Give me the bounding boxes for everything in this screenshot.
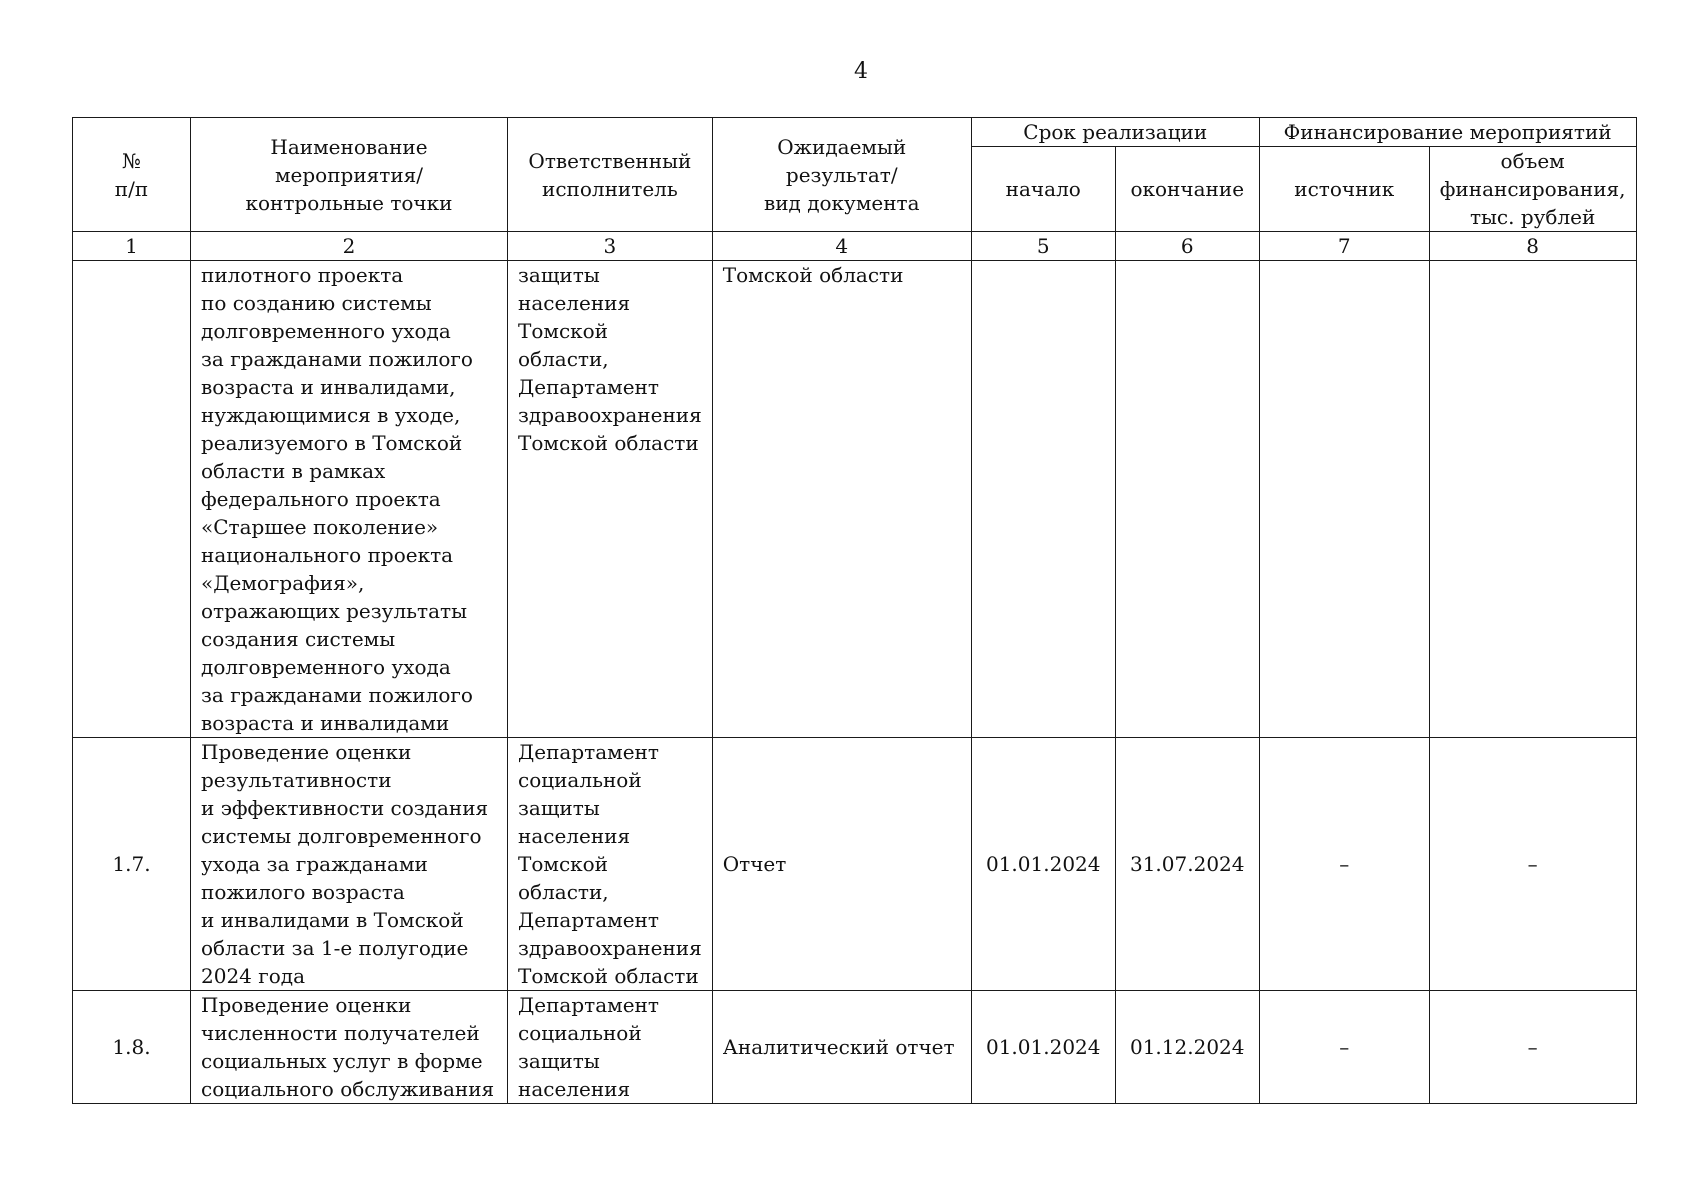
row-start: 01.01.2024	[971, 738, 1115, 991]
row-end: 31.07.2024	[1115, 738, 1259, 991]
row-source	[1259, 261, 1429, 738]
row-executor: Департамент социальной защиты населения	[508, 991, 713, 1104]
header-period: Срок реализации	[971, 118, 1259, 147]
header-name: Наименование мероприятия/ контрольные точки	[191, 118, 508, 232]
row-end: 01.12.2024	[1115, 991, 1259, 1104]
header-start: начало	[971, 147, 1115, 232]
column-number: 2	[191, 232, 508, 261]
header-end: окончание	[1115, 147, 1259, 232]
row-name: пилотного проекта по созданию системы долговременного ухода за гражданами пожилого возраста и инвалидами, нуждающимися в уходе, реализуемого в Томской области в рамках федерального проекта «Старшее поколение» национального проекта «Демография», отражающих результаты создания системы долговременного ухода за гражданами пожилого возраста и инвалидами	[191, 261, 508, 738]
table-row	[73, 738, 1637, 991]
column-number: 8	[1429, 232, 1636, 261]
page-number: 4	[854, 59, 868, 84]
header-executor: Ответственный исполнитель	[508, 118, 713, 232]
table-row	[73, 261, 1637, 738]
row-name: Проведение оценки численности получателей социальных услуг в форме социального обслуживания	[191, 991, 508, 1104]
header-result: Ожидаемый результат/ вид документа	[712, 118, 971, 232]
row-result: Аналитический отчет	[712, 991, 971, 1104]
row-num	[73, 261, 191, 738]
column-numbers-row	[73, 232, 1637, 261]
row-result: Отчет	[712, 738, 971, 991]
table-row	[73, 991, 1637, 1104]
column-number: 7	[1259, 232, 1429, 261]
row-executor: защиты населения Томской области, Департамент здравоохранения Томской области	[508, 261, 713, 738]
row-end	[1115, 261, 1259, 738]
column-number: 1	[73, 232, 191, 261]
header-source: источник	[1259, 147, 1429, 232]
header-financing: Финансирование мероприятий	[1259, 118, 1636, 147]
row-executor: Департамент социальной защиты населения Томской области, Департамент здравоохранения Томской области	[508, 738, 713, 991]
column-number: 6	[1115, 232, 1259, 261]
column-number: 5	[971, 232, 1115, 261]
column-number: 4	[712, 232, 971, 261]
row-volume: –	[1429, 991, 1636, 1104]
row-num: 1.8.	[73, 991, 191, 1104]
row-source: –	[1259, 991, 1429, 1104]
row-start	[971, 261, 1115, 738]
row-volume: –	[1429, 738, 1636, 991]
header-num: № п/п	[73, 118, 191, 232]
activities-table	[72, 117, 1637, 1104]
row-num: 1.7.	[73, 738, 191, 991]
row-volume	[1429, 261, 1636, 738]
row-result: Томской области	[712, 261, 971, 738]
row-name: Проведение оценки результативности и эффективности создания системы долговременного ухода за гражданами пожилого возраста и инвалидами в Томской области за 1-е полугодие 2024 года	[191, 738, 508, 991]
row-source: –	[1259, 738, 1429, 991]
header-volume: объем финансирования, тыс. рублей	[1429, 147, 1636, 232]
row-start: 01.01.2024	[971, 991, 1115, 1104]
column-number: 3	[508, 232, 713, 261]
